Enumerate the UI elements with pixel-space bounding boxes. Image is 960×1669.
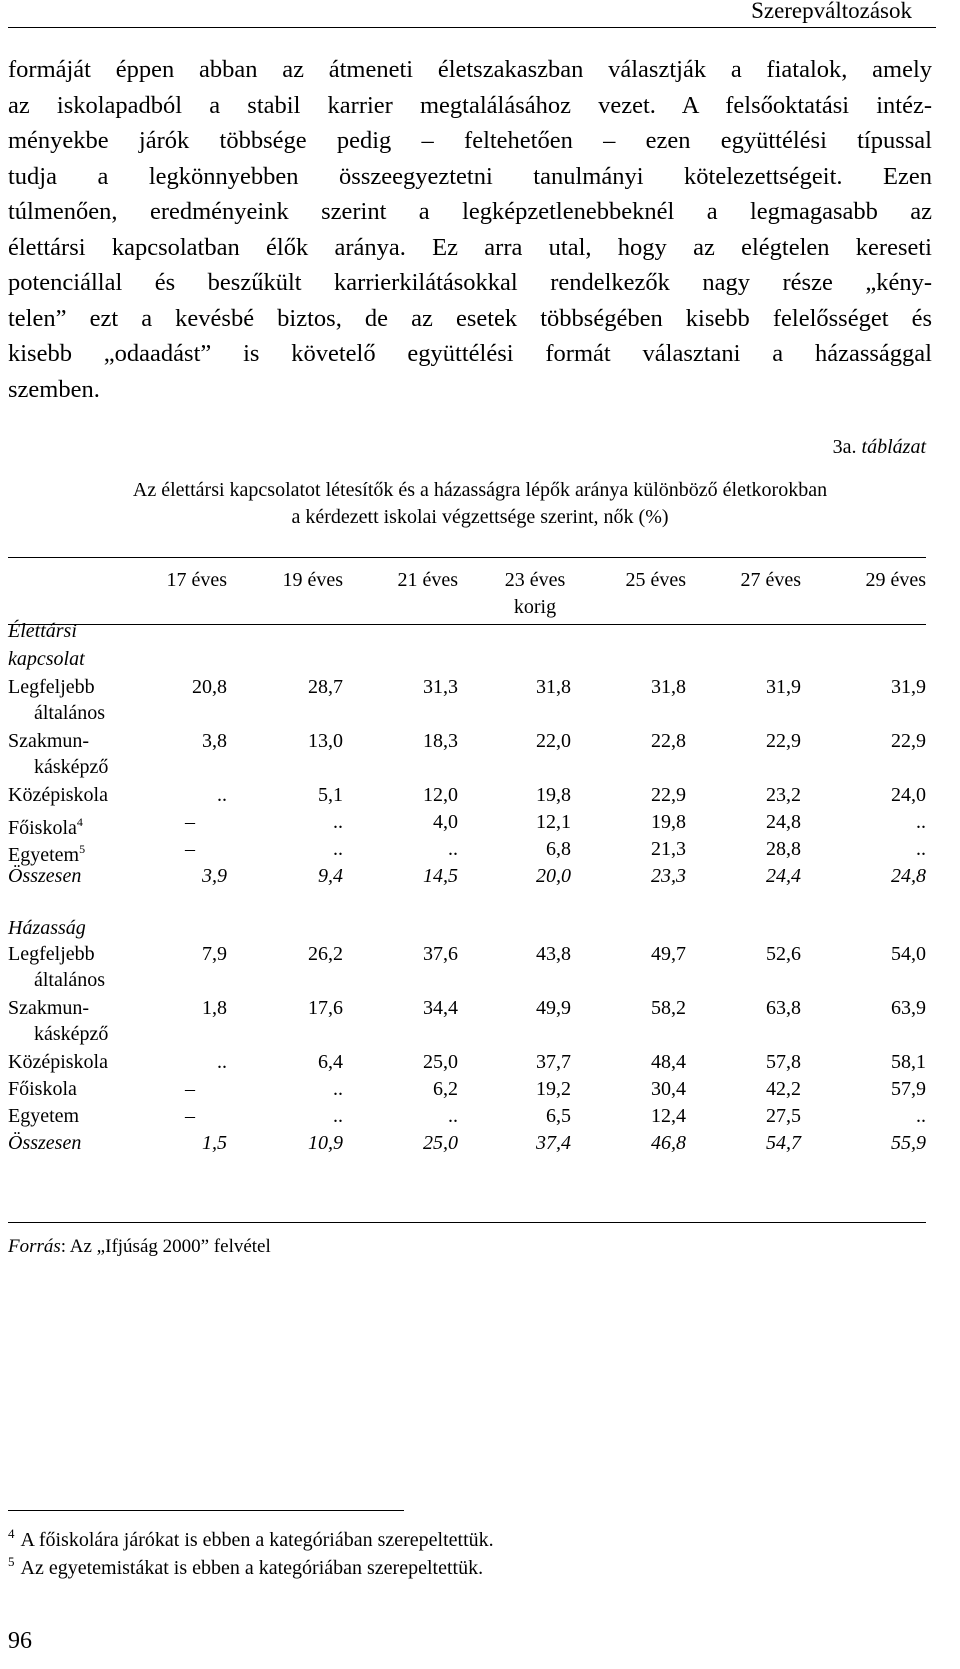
- table-cell: 63,9: [891, 997, 926, 1019]
- row-label: [8, 863, 81, 890]
- column-header: [816, 567, 926, 594]
- table-header-rule: [8, 624, 926, 625]
- table-title-line: Az élettársi kapcsolatot létesítők és a házasságra lépők aránya különböző életkorokban: [132, 479, 828, 501]
- table-cell: 12,1: [536, 811, 571, 833]
- row-label-text: Középiskola: [8, 784, 108, 806]
- table-cell: 63,8: [766, 997, 801, 1019]
- table-cell: 5,1: [318, 784, 343, 806]
- table-cell: 22,9: [766, 730, 801, 752]
- row-label-text: Középiskola: [8, 1051, 108, 1073]
- table-cell: –: [185, 1078, 195, 1100]
- column-header: [117, 567, 227, 594]
- row-label: [8, 995, 89, 1022]
- column-header: [233, 567, 343, 594]
- footnote-number: 5: [8, 1554, 15, 1569]
- table-cell: 28,8: [766, 838, 801, 860]
- row-label: [8, 1049, 108, 1076]
- table-cell: 58,2: [651, 997, 686, 1019]
- column-header: [691, 567, 801, 594]
- table-cell: –: [185, 838, 195, 860]
- table-cell: ..: [333, 1078, 343, 1100]
- table-cell: 24,0: [891, 784, 926, 806]
- table-cell: 13,0: [308, 730, 343, 752]
- table-cell: 19,2: [536, 1078, 571, 1100]
- table-cell: 52,6: [766, 943, 801, 965]
- column-header-label: 21 éves: [397, 569, 458, 591]
- table-cell: 57,9: [891, 1078, 926, 1100]
- table-cell: 30,4: [651, 1078, 686, 1100]
- table-label-word: táblázat: [861, 436, 926, 458]
- paragraph-line: kisebb „odaadást” is követelő együttélési formát választani a házassággal: [8, 340, 932, 367]
- section-title-text: Házasság: [8, 917, 86, 939]
- table-cell: 6,4: [318, 1051, 343, 1073]
- row-label-cont-text: általános: [34, 702, 106, 724]
- table-label: [833, 436, 926, 459]
- table-cell: 37,4: [536, 1132, 571, 1154]
- row-label-cont: [34, 1021, 108, 1048]
- table-cell: 1,5: [202, 1132, 227, 1154]
- row-label-cont: [34, 700, 105, 727]
- row-label-cont-text: kásképző: [34, 756, 109, 778]
- table-cell: 23,3: [651, 865, 686, 887]
- source-text: : Az „Ifjúság 2000” felvétel: [60, 1236, 271, 1257]
- row-label: [8, 1103, 79, 1130]
- footnote-marker: 4: [76, 815, 83, 829]
- paragraph-line: telen” ezt a kevésbé biztos, de az esetek többségében kisebb felelősséget és: [8, 304, 932, 332]
- column-header: [576, 567, 686, 594]
- row-label-cont-text: általános: [34, 969, 106, 991]
- table-cell: 20,8: [192, 676, 227, 698]
- table-cell: ..: [333, 1105, 343, 1127]
- table-cell: 3,9: [202, 865, 227, 887]
- table-label-number: 3a.: [832, 436, 857, 458]
- table-cell: 6,2: [433, 1078, 458, 1100]
- table-cell: 22,0: [536, 730, 571, 752]
- running-title: Szerepváltozások: [751, 0, 912, 23]
- row-label-text: Szakmun-: [8, 730, 90, 752]
- table-cell: 49,9: [536, 997, 571, 1019]
- table-cell: ..: [333, 811, 343, 833]
- row-label: [8, 674, 95, 701]
- table-cell: 42,2: [766, 1078, 801, 1100]
- table-cell: 17,6: [308, 997, 343, 1019]
- body-paragraph: [8, 52, 932, 407]
- column-header-label: 27 éves: [740, 569, 801, 591]
- row-label-text: Szakmun-: [8, 997, 90, 1019]
- table-cell: 37,6: [423, 943, 458, 965]
- table-cell: –: [185, 1105, 195, 1127]
- table-cell: 54,0: [891, 943, 926, 965]
- table-cell: 20,0: [536, 865, 571, 887]
- table-cell: 10,9: [308, 1132, 343, 1154]
- table-cell: 22,9: [891, 730, 926, 752]
- table-cell: 31,9: [766, 676, 801, 698]
- table-cell: 27,5: [766, 1105, 801, 1127]
- table-cell: 37,7: [536, 1051, 571, 1073]
- footnote: [8, 1548, 483, 1582]
- footnote-rule: [8, 1510, 404, 1511]
- paragraph-line: az iskolapadból a stabil karrier megtalálásához vezet. A felsőoktatási intéz-: [8, 91, 932, 119]
- table-source: [8, 1236, 271, 1258]
- table-cell: 34,4: [423, 997, 458, 1019]
- table-cell: ..: [916, 1105, 926, 1127]
- footnote-text: Az egyetemistákat is ebben a kategóriában szerepeltettük.: [20, 1557, 484, 1579]
- row-label: [8, 782, 108, 809]
- table-cell: ..: [916, 811, 926, 833]
- table-cell: 55,9: [891, 1132, 926, 1154]
- table-cell: 26,2: [308, 943, 343, 965]
- table-cell: 43,8: [536, 943, 571, 965]
- paragraph-line: potenciállal és beszűkült karrierkilátásokkal rendelkezők nagy része „kény-: [8, 269, 932, 296]
- table-cell: 49,7: [651, 943, 686, 965]
- table-cell: 19,8: [651, 811, 686, 833]
- table-cell: 22,8: [651, 730, 686, 752]
- column-header-sub: korig: [513, 596, 557, 618]
- table-cell: 25,0: [423, 1132, 458, 1154]
- section-title: [8, 915, 86, 942]
- table-cell: ..: [916, 838, 926, 860]
- paragraph-line: szemben.: [8, 375, 100, 403]
- table-cell: 31,3: [423, 676, 458, 698]
- table-cell: ..: [448, 1105, 458, 1127]
- row-label-text: Egyetem: [8, 1105, 80, 1127]
- table-cell: 21,3: [651, 838, 686, 860]
- row-label-text: Egyetem: [8, 844, 80, 866]
- row-label-cont-text: kásképző: [34, 1023, 109, 1045]
- section-title: [8, 646, 85, 673]
- table-cell: 28,7: [308, 676, 343, 698]
- running-header: [8, 0, 936, 28]
- footnote-text: A főiskolára járókat is ebben a kategóriában szerepeltettük.: [20, 1529, 494, 1551]
- row-label-cont: [34, 967, 105, 994]
- table-bottom-rule: [8, 1222, 926, 1223]
- table-cell: 25,0: [423, 1051, 458, 1073]
- row-label-cont: [34, 754, 108, 781]
- column-header-label: 29 éves: [865, 569, 926, 591]
- column-header-label: 23 éves: [504, 569, 566, 591]
- table-cell: 48,4: [651, 1051, 686, 1073]
- table-cell: 54,7: [766, 1132, 801, 1154]
- row-label-text: Legfeljebb: [8, 943, 95, 965]
- paragraph-line: túlmenően, eredményeink szerint a legképzetlenebbeknél a legmagasabb az: [8, 198, 932, 225]
- row-label: [8, 728, 89, 755]
- table-cell: 31,8: [536, 676, 571, 698]
- footnote-number: 4: [8, 1526, 15, 1541]
- table-cell: 6,8: [546, 838, 571, 860]
- table-cell: 19,8: [536, 784, 571, 806]
- column-header-label: 25 éves: [625, 569, 686, 591]
- table-cell: 57,8: [766, 1051, 801, 1073]
- table-cell: 24,8: [891, 865, 926, 887]
- table-cell: 58,1: [891, 1051, 926, 1073]
- column-header: [348, 567, 458, 594]
- table-cell: 31,9: [891, 676, 926, 698]
- row-label-text: Főiskola: [8, 817, 77, 839]
- table-title: [0, 477, 960, 531]
- row-label-text: Főiskola: [8, 1078, 77, 1100]
- column-header: [487, 567, 583, 621]
- column-header-label: 17 éves: [166, 569, 227, 591]
- table-cell: 12,4: [651, 1105, 686, 1127]
- table-cell: 24,8: [766, 811, 801, 833]
- section-title-text: Élettársi: [8, 620, 77, 642]
- paragraph-line: tudja a legkönnyebben összeegyeztetni tanulmányi kötelezettségeit. Ezen: [8, 162, 932, 190]
- table-cell: 31,8: [651, 676, 686, 698]
- row-label: [8, 1130, 81, 1157]
- table-cell: 22,9: [651, 784, 686, 806]
- table-cell: 7,9: [202, 943, 227, 965]
- table-cell: 46,8: [651, 1132, 686, 1154]
- table-cell: ..: [448, 838, 458, 860]
- table-cell: 3,8: [202, 730, 227, 752]
- row-label-text: Összesen: [8, 865, 82, 887]
- paragraph-line: formáját éppen abban az átmeneti életszakaszban választják a fiatalok, amely: [8, 56, 932, 83]
- row-label-text: Legfeljebb: [8, 676, 95, 698]
- table-top-rule: [8, 557, 926, 558]
- section-title-text: kapcsolat: [8, 648, 85, 670]
- column-header-label: 19 éves: [282, 569, 343, 591]
- table-cell: 1,8: [202, 997, 227, 1019]
- table-cell: ..: [217, 1051, 227, 1073]
- source-label: Forrás: [8, 1236, 61, 1257]
- table-cell: 18,3: [423, 730, 458, 752]
- table-cell: ..: [217, 784, 227, 806]
- table-cell: 4,0: [433, 811, 458, 833]
- table-cell: 14,5: [423, 865, 458, 887]
- table-cell: 24,4: [766, 865, 801, 887]
- table-cell: ..: [333, 838, 343, 860]
- paragraph-line: élettársi kapcsolatban élők aránya. Ez arra utal, hogy az elégtelen kereseti: [8, 233, 932, 261]
- row-label-text: Összesen: [8, 1132, 82, 1154]
- section-title: [8, 618, 77, 645]
- table-cell: 12,0: [423, 784, 458, 806]
- paragraph-line: ményekbe járók többsége pedig – feltehetően – ezen együttélési típussal: [8, 127, 932, 154]
- table-cell: 9,4: [318, 865, 343, 887]
- row-label: [8, 941, 95, 968]
- page-number: 96: [8, 1628, 32, 1654]
- footnote-marker: 5: [79, 842, 86, 856]
- row-label: [8, 1076, 77, 1103]
- table-cell: –: [185, 811, 195, 833]
- table-cell: 6,5: [546, 1105, 571, 1127]
- table-title-line: a kérdezett iskolai végzettsége szerint, nők (%): [291, 506, 669, 528]
- table-cell: 23,2: [766, 784, 801, 806]
